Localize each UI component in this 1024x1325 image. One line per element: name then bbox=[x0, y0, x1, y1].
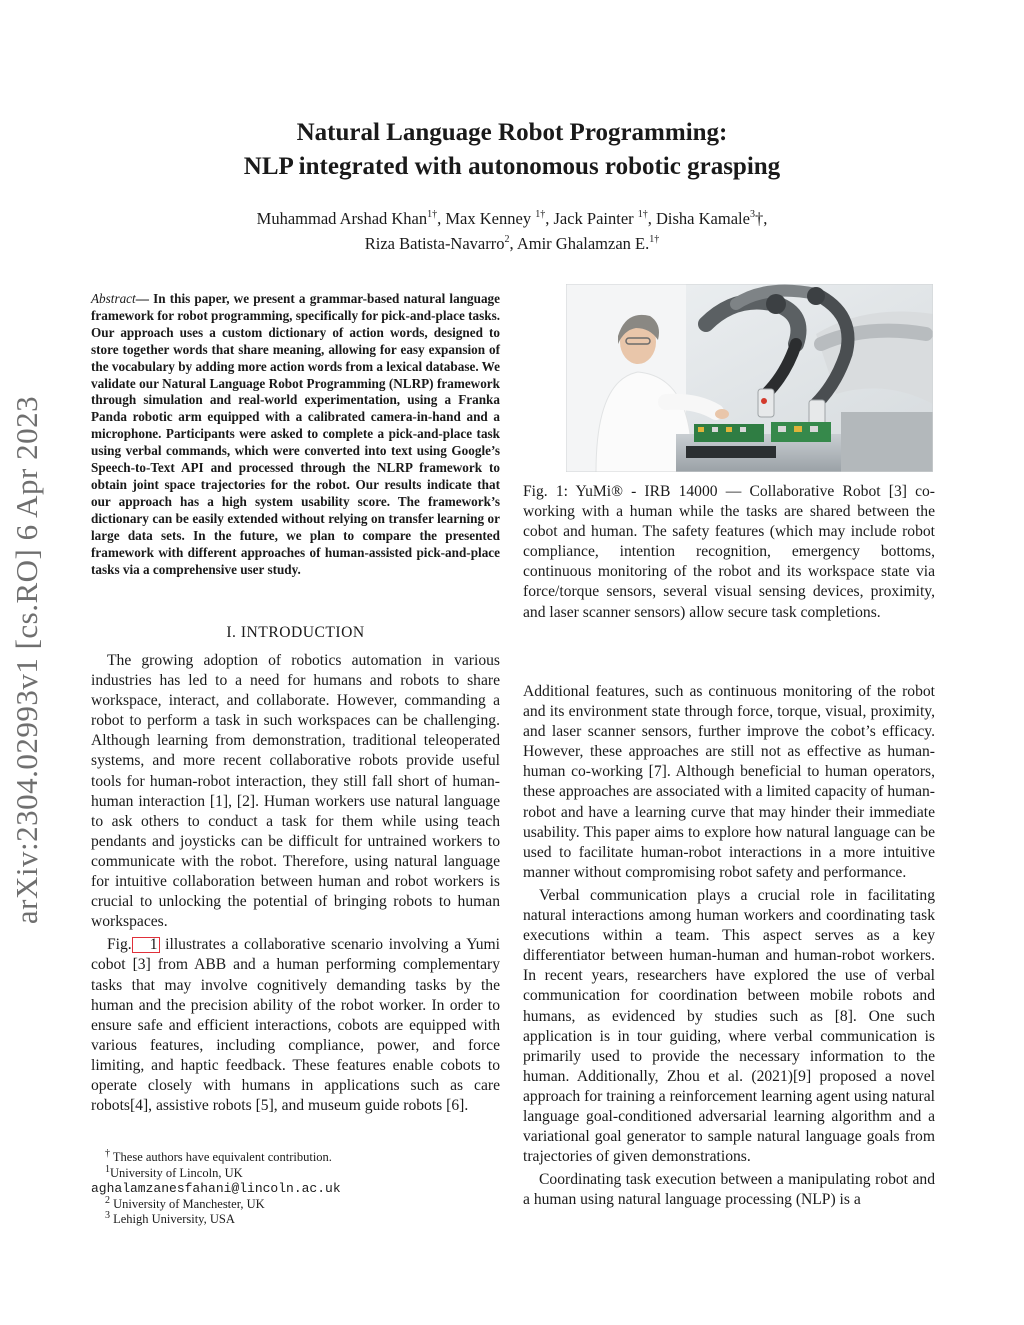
author-name: Riza Batista-Navarro bbox=[364, 234, 505, 253]
robot-collaboration-photo bbox=[566, 284, 933, 472]
figure-photo bbox=[566, 284, 933, 472]
section-heading: I. INTRODUCTION bbox=[226, 624, 365, 641]
figure-caption: Fig. 1: YuMi® - IRB 14000 — Collaborative Robot [3] co-working with a human while the tasks are shared between the cobot and human. The safety features (which may include robot compliance, intention recognition, emergency bottoms, continuous monitoring of the robot and its workspace state via force/torque sensors, several visual sensing devices, proximity, and laser scanner sensors) allow secure task completions. bbox=[523, 483, 935, 621]
author-name: Muhammad Arshad Khan bbox=[256, 209, 428, 228]
arxiv-identifier: arXiv:2304.02993v1 [cs.RO] 6 Apr 2023 bbox=[9, 395, 44, 925]
paper-title: Natural Language Robot Programming: NLP integrated with autonomous robotic grasping bbox=[243, 119, 781, 180]
paragraph: Additional features, such as continuous monitoring of the robot and its environment state through force, torque, visual, proximity, and laser scanner sensors, further improve the cobot’s efficacy. However, these approaches are still not as effective as human-human co-working [7]. Although beneficial to human operators, these approaches are associated with a limited capacity of human-robot and have a learning curve that may hinder their immediate usability. This paper aims to explore how natural language can be used to facilitate human-robot interactions in a more intuitive manner without compromising robot safety and performance. bbox=[523, 683, 935, 881]
author-name: Jack Painter bbox=[553, 209, 638, 228]
email-link[interactable]: aghalamzanesfahani@lincoln.ac.uk bbox=[91, 1181, 341, 1197]
paragraph: Verbal communication plays a crucial role in facilitating natural interactions among human workers and coordinating task executions within a team. This aspect serves as a key differentiator between human-human and human-robot workers. In recent years, researchers have explored the use of verbal communication for coordination between mobile robots and humans, as evidenced by studies such as [8]. One such application is in tour guiding, where verbal communication is primarily used to provide the necessary information to the human. Additionally, Zhou et al. (2021)[9] proposed a novel approach for training a reinforcement learning agent using natural language goal-conditioned adversarial learning algorithm and a variational goal generator to sample natural language goals from trajectories of given demonstrations. bbox=[523, 886, 935, 1166]
footnotes bbox=[91, 1150, 500, 1228]
abstract-text: In this paper, we present a grammar-based natural language framework for robot programming, specifically for pick-and-place tasks. Our approach uses a custom dictionary of action words, designed to store together words that share meaning, allowing for easy expansion of the vocabulary by adding more action words from a lexical database. We validate our Natural Language Robot Programming (NLRP) framework through simulation and real-world experimentation, using a Franka Panda robotic arm equipped with a calibrated camera-in-hand and a microphone. Participants were asked to complete a pick-and-place task using verbal commands, which were converted into text using Google’s Speech-to-Text API and processed through the NLRP framework to obtain joint space trajectories for the robot. Our results indicate that our approach has a high system usability score. The framework’s dictionary can be easily extended without relying on transfer learning or large data sets. In the future, we plan to compare the presented framework with different approaches of human-assisted pick-and-place tasks via a comprehensive user study. bbox=[91, 291, 500, 577]
author-name: Disha Kamale bbox=[656, 209, 750, 228]
intro-column bbox=[91, 651, 500, 1116]
paragraph: Coordinating task execution between a manipulating robot and a human using natural language processing (NLP) is a bbox=[523, 1171, 935, 1209]
abstract-label: Abstract bbox=[91, 291, 136, 306]
author-list: Muhammad Arshad Khan$^{1\dagger}$, Max Kenney $^{1\dagger}$, Jack Painter $^{1\dagger}$, Disha Kamale$^3$†, Riza Batista-Navarro$^2$, Amir Ghalamzan E.$^{1\dagger}$ bbox=[256, 209, 768, 253]
right-column bbox=[523, 682, 935, 1210]
footnote: † These authors have equivalent contribution. bbox=[105, 1148, 332, 1164]
paragraph: The growing adoption of robotics automation in various industries has led to a need for humans and robots to share workspace, interact, and collaborate. However, commanding a robot to perform a task in such workspaces can be challenging. Although learning from demonstration, traditional teleoperated systems, and more recent collaborative robots provide useful tools for human-robot interaction, they still fall short of human-human interaction [1], [2]. Human workers use natural language to ask others to conduct a task for them while using teach pendants and joysticks can be difficult for untrained workers to communicate with the robot. Therefore, using natural language for intuitive collaboration between human and robot workers is crucial to unlocking the potential of bringing robots to human workspaces. bbox=[91, 652, 500, 931]
footnote: $^2$ University of Manchester, UK bbox=[105, 1194, 265, 1211]
author-name: Amir Ghalamzan E. bbox=[516, 234, 650, 253]
figure-reference-link[interactable]: 1 bbox=[132, 937, 160, 953]
author-name: Max Kenney bbox=[445, 209, 536, 228]
footnote: $^1$University of Lincoln, UK bbox=[105, 1163, 243, 1180]
abstract: Abstract— In this paper, we present a grammar-based natural language framework for robot programming, specifically for pick-and-place tasks. Our approach uses a custom dictionary of action words, designed to store together words that share meaning, allowing for easy expansion of the vocabulary by adding more action words from a lexical database. We validate our Natural Language Robot Programming (NLRP) framework through simulation and real-world experimentation, using a Franka Panda robotic arm equipped with a calibrated camera-in-hand and a microphone. Participants were asked to complete a pick-and-place task using verbal commands, which were converted into text using Google’s Speech-to-Text API and processed through the NLRP framework to obtain joint space trajectories for the robot. Our results indicate that our approach has a high system usability score. The framework’s dictionary can be easily extended without relying on transfer learning or large data sets. In the future, we plan to compare the presented framework with different approaches of human-assisted pick-and-place tasks via a comprehensive user study. bbox=[91, 291, 500, 577]
paragraph: Fig. 1 illustrates a collaborative scenario involving a Yumi cobot [3] from ABB and a human performing complementary tasks that may involve cognitively demanding tasks by the human and the precision ability of the robot worker. In order to ensure safe and efficient interactions, cobots are equipped with various features, including compliance, power, and force limiting, and haptic feedback. These features enable cobots to operate closely with humans in applications such as care robots[4], assistive robots [5], and museum guide robots [6]. bbox=[91, 936, 500, 1115]
footnote: $^3$ Lehigh University, USA bbox=[105, 1210, 235, 1227]
